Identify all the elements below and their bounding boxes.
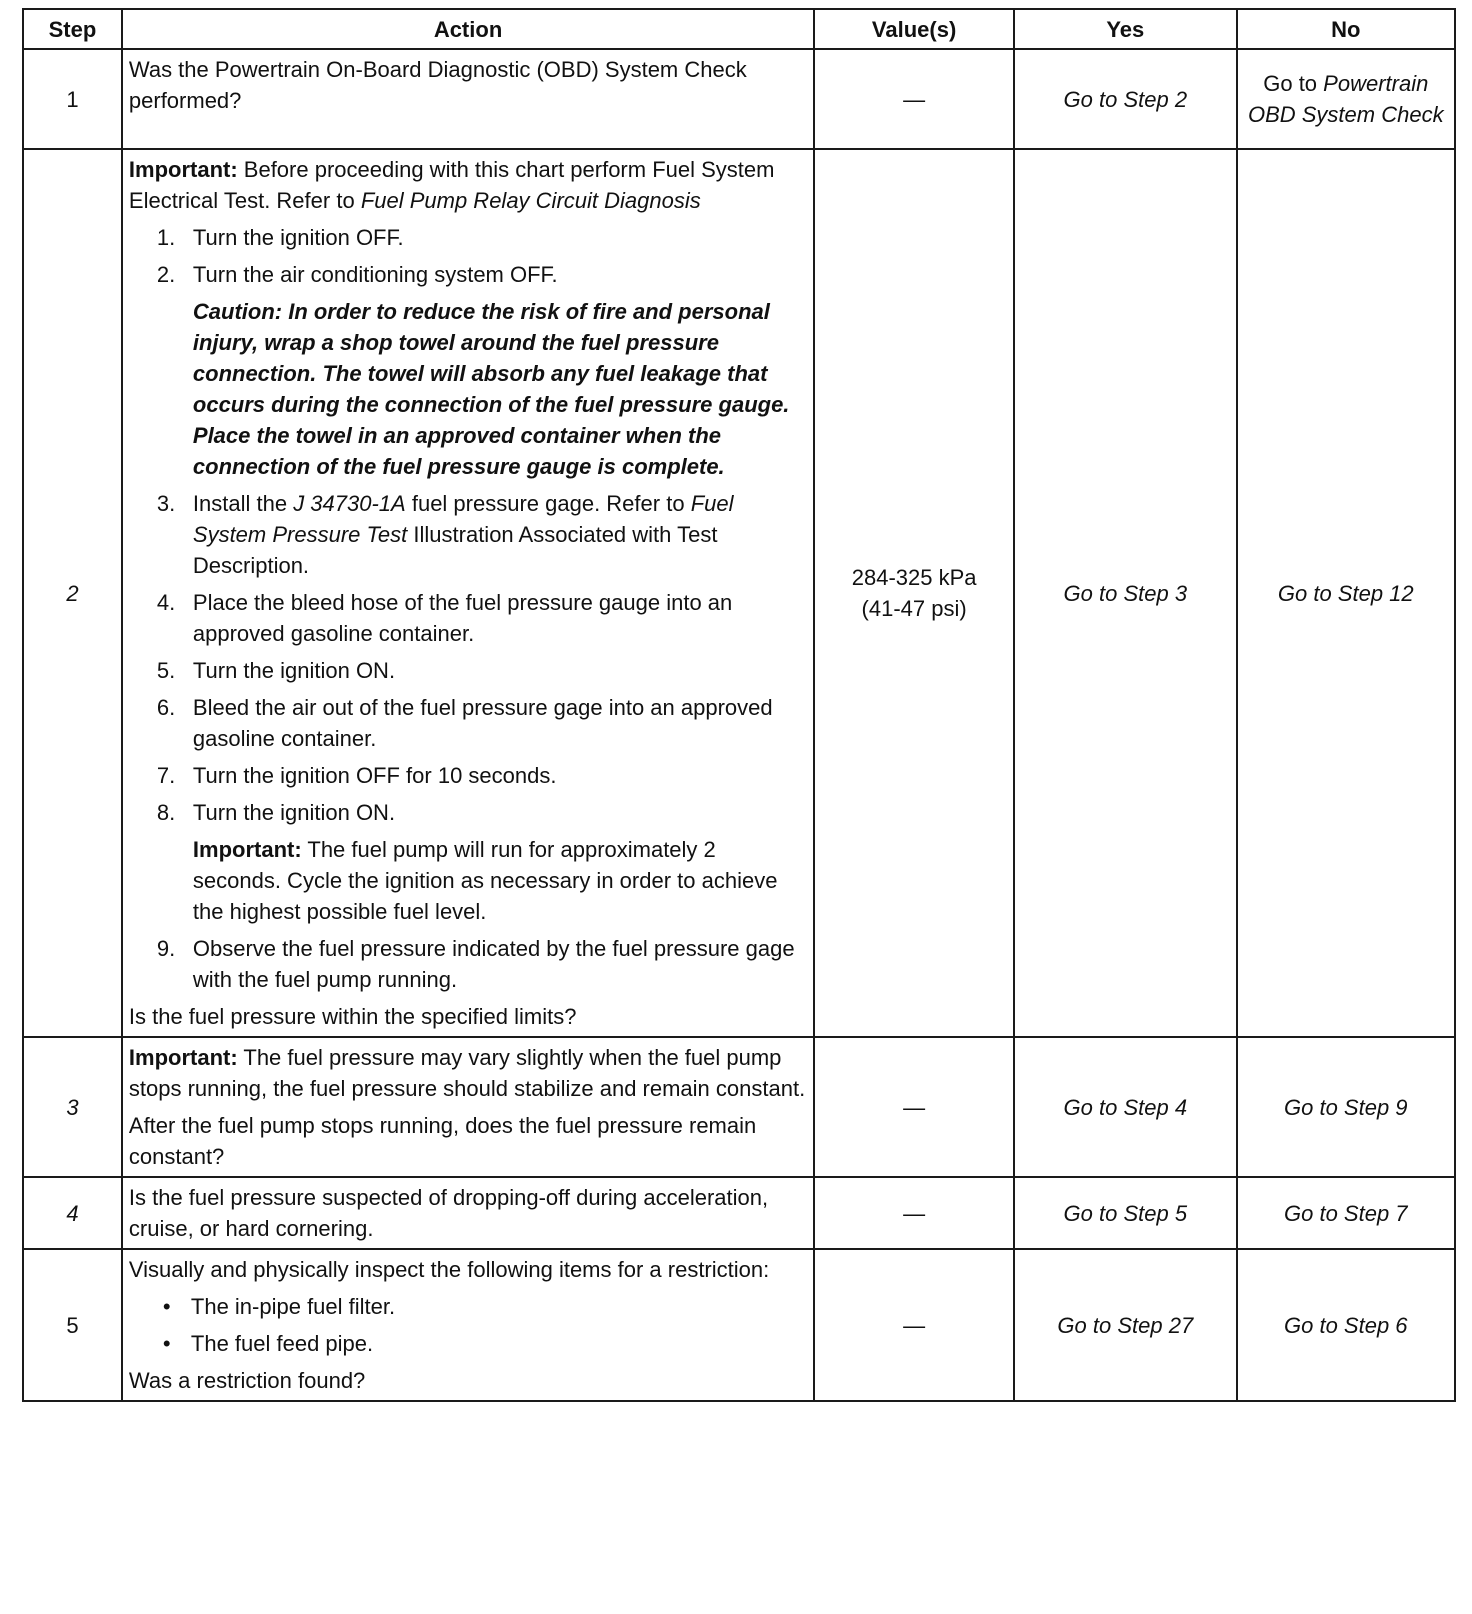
value-text: — (903, 1312, 926, 1338)
step-text: fuel pressure gage. Refer to (411, 491, 685, 516)
value-psi: (41-47 psi) (861, 596, 967, 621)
value-cell (814, 49, 1014, 149)
step-num: 9. (156, 936, 176, 961)
table-row-step-5 (23, 1249, 1455, 1401)
value-text: — (903, 86, 926, 112)
action-cell (122, 1249, 814, 1401)
yes-link[interactable]: Go to Step 27 (1057, 1312, 1194, 1338)
table-row-step-4 (23, 1177, 1455, 1249)
value-cell (814, 1249, 1014, 1401)
step-num: 4. (156, 590, 176, 615)
value-text: — (903, 1094, 926, 1120)
no-link[interactable]: Go to Step 12 (1277, 580, 1414, 606)
important-label: Important: (128, 157, 238, 182)
inspection-items (129, 1291, 807, 1359)
question-text: Is the fuel pressure within the specified limits? (128, 1004, 577, 1029)
header-no: No (1237, 9, 1455, 49)
step-number: 5 (23, 1249, 122, 1401)
procedure-reference: Fuel System Pressure Test (192, 491, 734, 547)
step-num: 7. (156, 763, 176, 788)
list-item (157, 488, 807, 581)
step-number: 4 (23, 1177, 122, 1249)
item-text: The fuel feed pipe. (190, 1331, 374, 1356)
no-cell (1237, 49, 1455, 149)
yes-link[interactable]: Go to Step 5 (1063, 1200, 1188, 1226)
step-text: Turn the ignition ON. (192, 658, 396, 683)
important-note (129, 154, 807, 216)
list-item (157, 797, 807, 828)
yes-link[interactable]: Go to Step 2 (1063, 86, 1188, 112)
no-link[interactable]: Go to Step 7 (1284, 1200, 1408, 1226)
bullet-icon: • (162, 1294, 171, 1319)
step-text: Illustration Associated with Test Description. (192, 522, 718, 578)
procedure-steps (129, 488, 807, 828)
question-text: Was a restriction found? (128, 1368, 366, 1393)
action-text: Is the fuel pressure suspected of dropping-off during acceleration, cruise, or hard cornering. (128, 1185, 769, 1241)
step-number: 1 (23, 49, 122, 149)
list-item (157, 760, 807, 791)
value-kpa: 284-325 kPa (851, 565, 977, 590)
step-num: 1. (156, 225, 176, 250)
yes-cell (1014, 49, 1237, 149)
important-note (129, 1042, 807, 1104)
diagnostic-table (22, 8, 1456, 1402)
step-num: 5. (156, 658, 176, 683)
step-text: Turn the ignition OFF for 10 seconds. (192, 763, 557, 788)
list-item (157, 655, 807, 686)
list-item (163, 1328, 807, 1359)
header-step: Step (23, 9, 122, 49)
yes-link[interactable]: Go to Step 3 (1063, 580, 1188, 606)
header-values: Value(s) (814, 9, 1014, 49)
step-text: Turn the air conditioning system OFF. (192, 262, 558, 287)
step-text: Turn the ignition OFF. (192, 225, 404, 250)
step-text: Install the (192, 491, 288, 516)
table-row-step-1 (23, 49, 1455, 149)
step-num: 6. (156, 695, 176, 720)
caution-note: Caution: In order to reduce the risk of fire and personal injury, wrap a shop towel around the fuel pressure connection. The towel will absorb any fuel leakage that occurs during the connection of the fuel pressure gauge. Place the towel in an approved container when the connection of the fuel pressure gauge is complete. (192, 299, 790, 479)
value-cell (814, 1037, 1014, 1177)
list-item (157, 587, 807, 649)
no-link[interactable] (1248, 71, 1444, 127)
step-text: Turn the ignition ON. (192, 800, 396, 825)
yes-cell (1014, 1037, 1237, 1177)
list-item (157, 259, 807, 290)
yes-cell (1014, 149, 1237, 1037)
value-cell (814, 1177, 1014, 1249)
step-num: 2. (156, 262, 176, 287)
no-link-prefix: Go to (1263, 71, 1318, 96)
action-cell (122, 1037, 814, 1177)
step-number: 3 (23, 1037, 122, 1177)
no-cell (1237, 1177, 1455, 1249)
no-link[interactable]: Go to Step 9 (1284, 1094, 1408, 1120)
important-text: Before proceeding with this chart perform Fuel System Electrical Test. Refer to (128, 157, 775, 213)
no-link-target: Powertrain OBD System Check (1247, 71, 1444, 127)
list-item (163, 1291, 807, 1322)
no-cell (1237, 1037, 1455, 1177)
action-cell (122, 49, 814, 149)
yes-link[interactable]: Go to Step 4 (1063, 1094, 1188, 1120)
list-item (157, 222, 807, 253)
tool-reference: J 34730-1A (293, 491, 406, 516)
list-item (157, 933, 807, 995)
yes-cell (1014, 1249, 1237, 1401)
important-label: Important: (192, 837, 302, 862)
procedure-steps (129, 933, 807, 995)
value-text: — (903, 1200, 926, 1226)
value-cell (814, 149, 1014, 1037)
step-text: Place the bleed hose of the fuel pressure gauge into an approved gasoline container. (192, 590, 733, 646)
step-text: Observe the fuel pressure indicated by the fuel pressure gage with the fuel pump running. (192, 936, 795, 992)
important-label: Important: (128, 1045, 238, 1070)
question-text: After the fuel pump stops running, does the fuel pressure remain constant? (128, 1113, 757, 1169)
step-text: Bleed the air out of the fuel pressure gage into an approved gasoline container. (192, 695, 773, 751)
no-cell (1237, 1249, 1455, 1401)
no-cell (1237, 149, 1455, 1037)
procedure-steps (129, 222, 807, 290)
step-num: 8. (156, 800, 176, 825)
item-text: The in-pipe fuel filter. (190, 1294, 396, 1319)
important-text: The fuel pump will run for approximately 2 seconds. Cycle the ignition as necessary in order to achieve the highest possible fuel level. (192, 837, 778, 924)
header-action: Action (122, 9, 814, 49)
step-number: 2 (23, 149, 122, 1037)
step-num: 3. (156, 491, 176, 516)
table-row-step-3 (23, 1037, 1455, 1177)
action-text: Was the Powertrain On-Board Diagnostic (OBD) System Check performed? (128, 57, 747, 113)
bullet-icon: • (162, 1331, 171, 1356)
table-row-step-2 (23, 149, 1455, 1037)
action-cell (122, 1177, 814, 1249)
important-ref: Fuel Pump Relay Circuit Diagnosis (360, 188, 701, 213)
action-intro: Visually and physically inspect the following items for a restriction: (128, 1257, 770, 1282)
action-cell (122, 149, 814, 1037)
important-note (193, 834, 807, 927)
yes-cell (1014, 1177, 1237, 1249)
list-item (157, 692, 807, 754)
important-text: The fuel pressure may vary slightly when the fuel pump stops running, the fuel pressure should stabilize and remain constant. (128, 1045, 806, 1101)
table-header-row (23, 9, 1455, 49)
header-yes: Yes (1014, 9, 1237, 49)
no-link[interactable]: Go to Step 6 (1284, 1312, 1408, 1338)
